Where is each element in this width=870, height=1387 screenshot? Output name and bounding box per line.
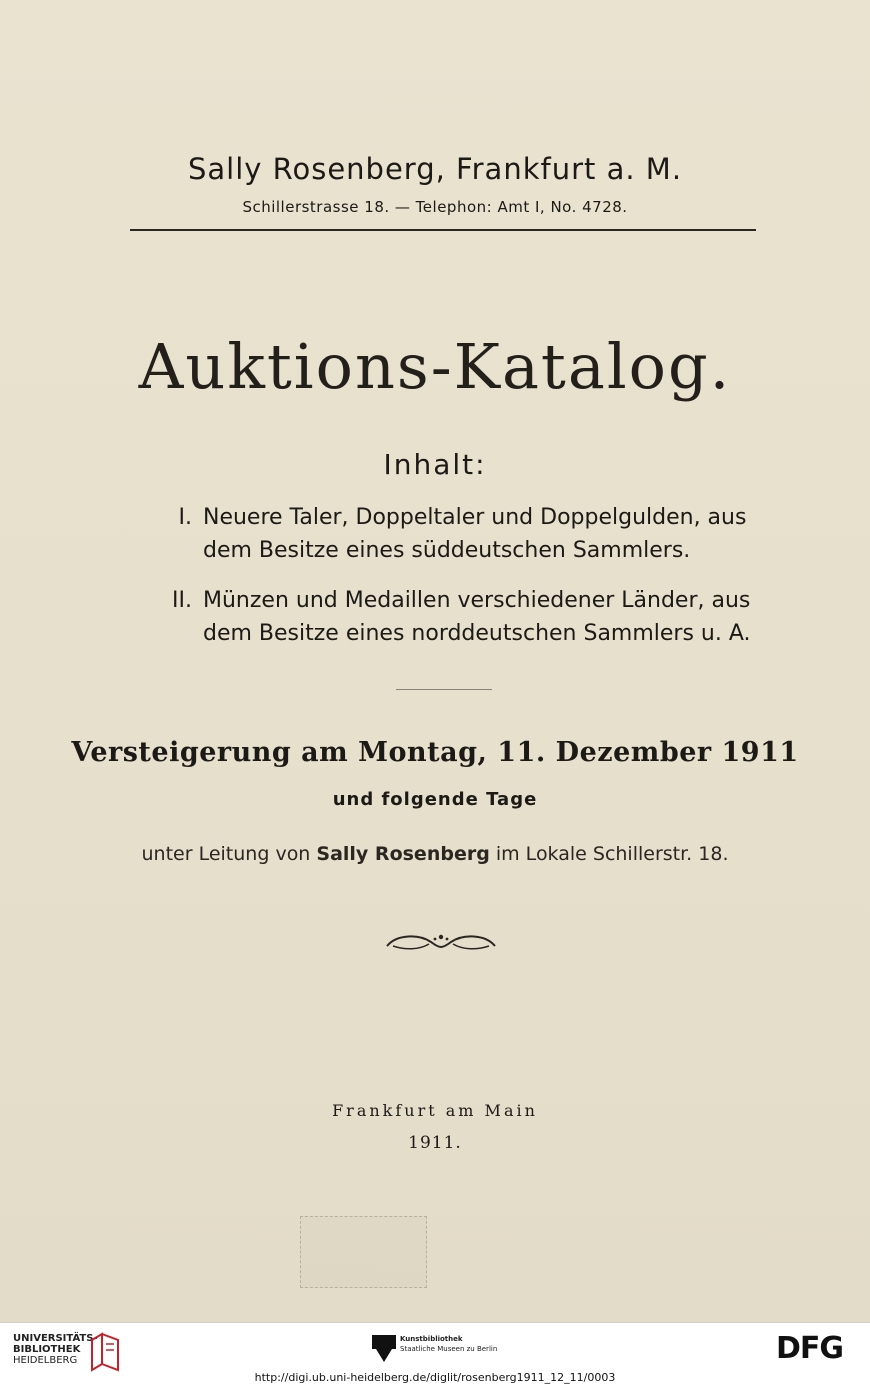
imprint-place: Frankfurt am Main — [332, 1101, 538, 1120]
contents-item-line: Münzen und Medaillen verschiedener Länder, aus — [203, 588, 751, 613]
kb-line: Kunstbibliothek — [400, 1335, 463, 1343]
contents-item-line: dem Besitze eines norddeutschen Sammlers u. A. — [203, 621, 751, 646]
digitization-footer — [0, 1322, 870, 1387]
university-line: BIBLIOTHEK — [13, 1344, 81, 1355]
kb-line: Staatliche Museen zu Berlin — [400, 1345, 498, 1353]
kunstbibliothek-name — [400, 1334, 497, 1354]
contents-item-number: I. — [178, 505, 192, 530]
auction-management — [0, 843, 870, 865]
contents-item-line: Neuere Taler, Doppeltaler und Doppelgulden, aus — [203, 505, 747, 530]
university-line: HEIDELBERG — [13, 1355, 78, 1366]
kunstbibliothek-logo-icon — [372, 1335, 396, 1363]
imprint-year: 1911. — [408, 1133, 462, 1153]
firm-address: Schillerstrasse 18. — Telephon: Amt I, No. 4728. — [242, 198, 628, 216]
leitung-suffix: im Lokale Schillerstr. 18. — [495, 843, 729, 865]
ornament-icon — [383, 928, 499, 956]
leitung-prefix: unter Leitung von — [141, 843, 311, 865]
dfg-logo: DFG — [776, 1331, 844, 1366]
catalog-title: Auktions-Katalog. — [138, 330, 732, 403]
contents-heading: Inhalt: — [383, 448, 487, 481]
university-logo-icon — [88, 1332, 122, 1372]
header-rule — [130, 229, 756, 231]
leitung-name: Sally Rosenberg — [316, 843, 490, 865]
auction-subline: und folgende Tage — [332, 789, 538, 810]
university-line: UNIVERSITÄTS- — [13, 1333, 98, 1344]
contents-item-line: dem Besitze eines süddeutschen Sammlers. — [203, 538, 691, 563]
permalink[interactable]: http://digi.ub.uni-heidelberg.de/diglit/rosenberg1911_12_11/0003 — [254, 1371, 616, 1384]
university-library-name — [13, 1333, 98, 1366]
firm-name: Sally Rosenberg, Frankfurt a. M. — [187, 152, 683, 186]
library-stamp — [300, 1216, 427, 1288]
section-divider — [396, 689, 492, 690]
auction-headline: Versteigerung am Montag, 11. Dezember 1911 — [71, 737, 799, 768]
contents-item-number: II. — [172, 588, 192, 613]
